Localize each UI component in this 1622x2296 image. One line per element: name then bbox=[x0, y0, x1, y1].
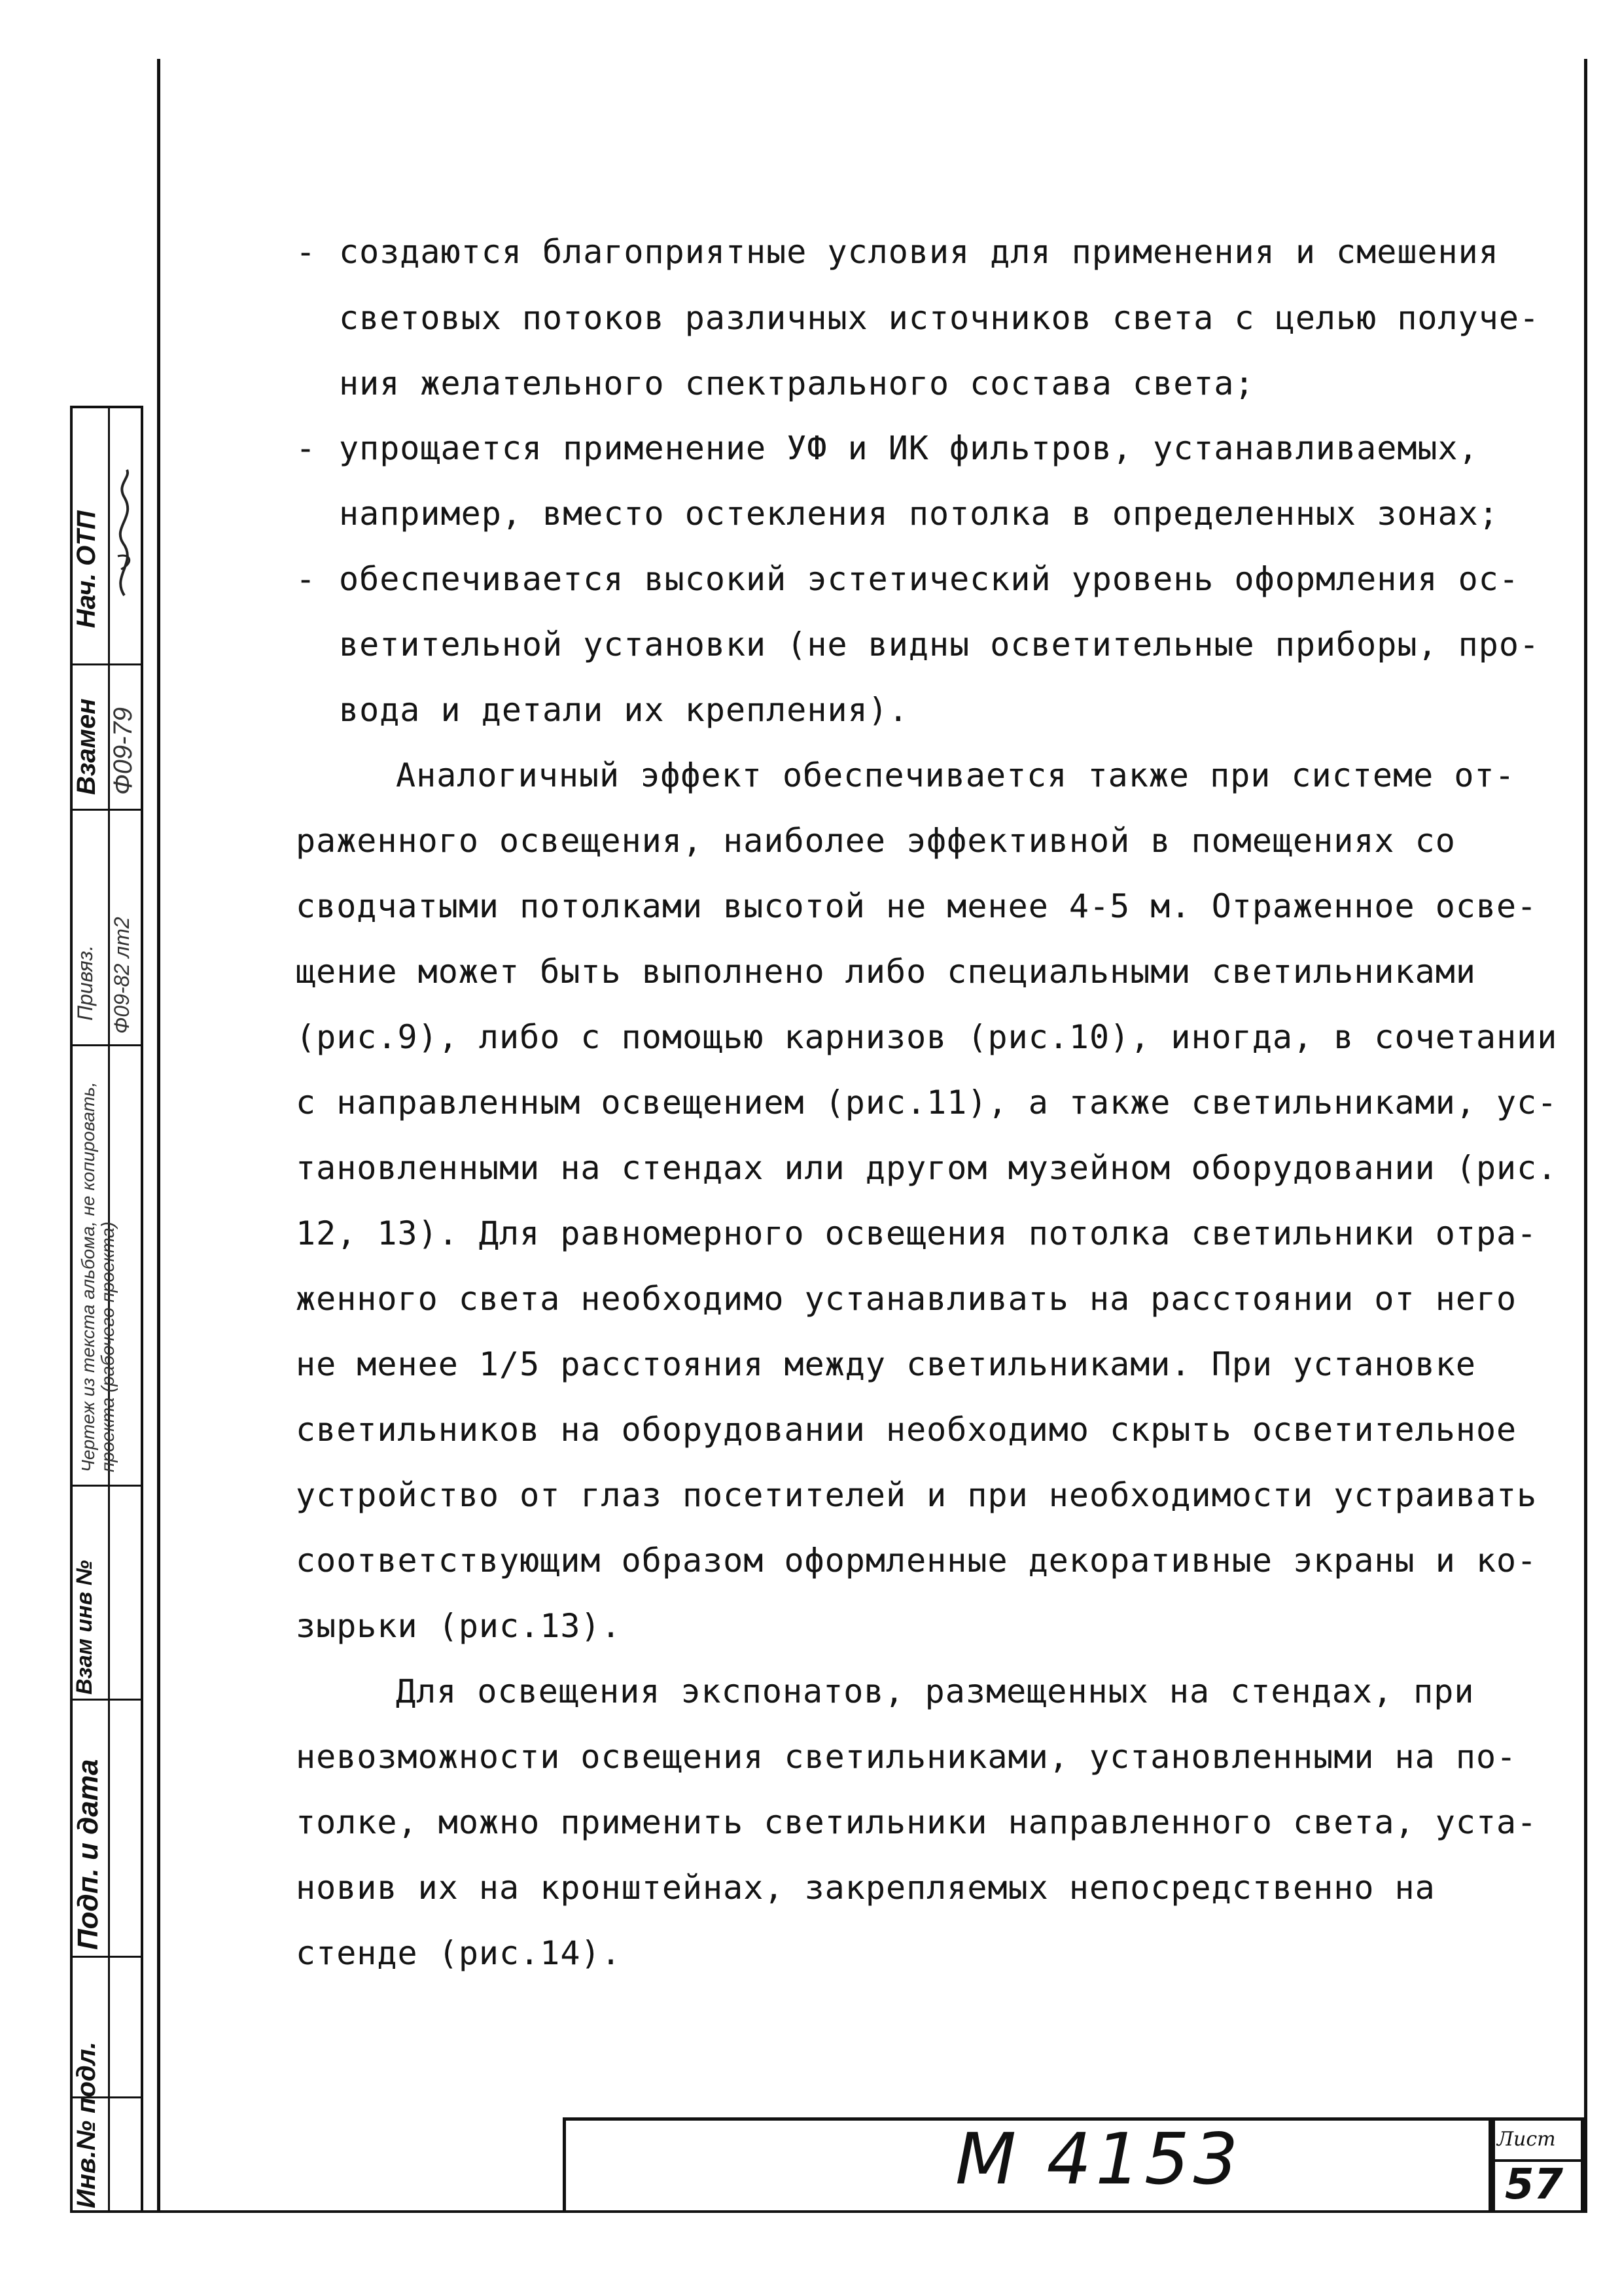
text-line: раженного освещения, наиболее эффективной в помещениях со bbox=[296, 822, 1456, 860]
sheet-label: Лист bbox=[1497, 2128, 1556, 2151]
text-line: невозможности освещения светильниками, установленными на по- bbox=[296, 1738, 1517, 1776]
stamp-vzam-inv: Взам инв № bbox=[72, 1560, 97, 1695]
sheet-number: 57 bbox=[1505, 2161, 1564, 2209]
text-line: сводчатыми потолками высотой не менее 4-5 м. Отраженное осве- bbox=[296, 887, 1538, 925]
stamp-row-separator bbox=[73, 1485, 141, 1487]
list-dash: - bbox=[296, 429, 316, 467]
text-line: упрощается применение УФ и ИК фильтров, устанавливаемых, bbox=[339, 429, 1479, 467]
frame-right-border bbox=[1584, 59, 1587, 2212]
text-line: светильников на оборудовании необходимо скрыть осветительное bbox=[296, 1411, 1517, 1449]
stamp-priv-value: Ф09-82 лт2 bbox=[110, 917, 133, 1034]
stamp-wrapped-note: Чертеж из текста альбома, не копировать, проекта (рабочего проекта) bbox=[78, 1082, 118, 1472]
stamp-vzamen-label: Взамен bbox=[72, 698, 101, 795]
text-line: обеспечивается высокий эстетический уровень оформления ос- bbox=[339, 560, 1519, 598]
stamp-row-separator bbox=[73, 809, 141, 811]
text-line: стенде (рис.14). bbox=[296, 1934, 622, 1972]
stamp-row-separator bbox=[73, 663, 141, 665]
list-dash: - bbox=[296, 233, 316, 271]
text-line: (рис.9), либо с помощью карнизов (рис.10), иногда, в сочетании bbox=[296, 1018, 1558, 1056]
signature-icon bbox=[105, 465, 144, 602]
text-line: например, вместо остекления потолка в определенных зонах; bbox=[339, 495, 1499, 533]
text-line: женного света необходимо устанавливать на расстоянии от него bbox=[296, 1280, 1517, 1318]
document-code: М 4153 bbox=[955, 2119, 1243, 2200]
stamp-nach-otp: Нач. ОТП bbox=[72, 510, 101, 628]
paragraph-first-line: Для освещения экспонатов, размещенных на стендах, при bbox=[396, 1672, 1475, 1710]
text-line: вода и детали их крепления). bbox=[339, 691, 909, 729]
paragraph-first-line: Аналогичный эффект обеспечивается также при системе от- bbox=[396, 756, 1515, 794]
text-line: зырьки (рис.13). bbox=[296, 1607, 622, 1645]
text-line: новив их на кронштейнах, закрепляемых непосредственно на bbox=[296, 1869, 1436, 1907]
text-line: щение может быть выполнено либо специальными светильниками bbox=[296, 953, 1476, 991]
frame-left-border bbox=[157, 59, 160, 2212]
text-line: ветительной установки (не видны осветительные приборы, про- bbox=[339, 626, 1540, 663]
text-line: световых потоков различных источников света с целью получе- bbox=[339, 299, 1540, 337]
text-line: толке, можно применить светильники направленного света, уста- bbox=[296, 1803, 1538, 1841]
list-dash: - bbox=[296, 560, 316, 598]
text-line: не менее 1/5 расстояния между светильниками. При установке bbox=[296, 1345, 1476, 1383]
text-line: создаются благоприятные условия для применения и смешения bbox=[339, 233, 1499, 271]
text-line: соответствующим образом оформленные декоративные экраны и ко- bbox=[296, 1542, 1538, 1580]
stamp-podp-data: Подп. и дата bbox=[72, 1759, 104, 1950]
text-line: 12, 13). Для равномерного освещения потолка светильники отра- bbox=[296, 1214, 1538, 1252]
stamp-row-separator bbox=[73, 1956, 141, 1958]
text-line: устройство от глаз посетителей и при необходимости устраивать bbox=[296, 1476, 1538, 1514]
stamp-vzamen-value: Ф09-79 bbox=[109, 707, 137, 795]
text-line: ния желательного спектрального состава света; bbox=[339, 364, 1255, 402]
stamp-inv-podl: Инв.№ подл. bbox=[72, 2041, 101, 2208]
text-line: с направленным освещением (рис.11), а также светильниками, ус- bbox=[296, 1084, 1558, 1122]
stamp-row-separator bbox=[73, 1044, 141, 1046]
stamp-row-separator bbox=[73, 1699, 141, 1701]
stamp-priv-label: Привяз. bbox=[73, 945, 97, 1021]
text-line: тановленными на стендах или другом музейном оборудовании (рис. bbox=[296, 1149, 1558, 1187]
